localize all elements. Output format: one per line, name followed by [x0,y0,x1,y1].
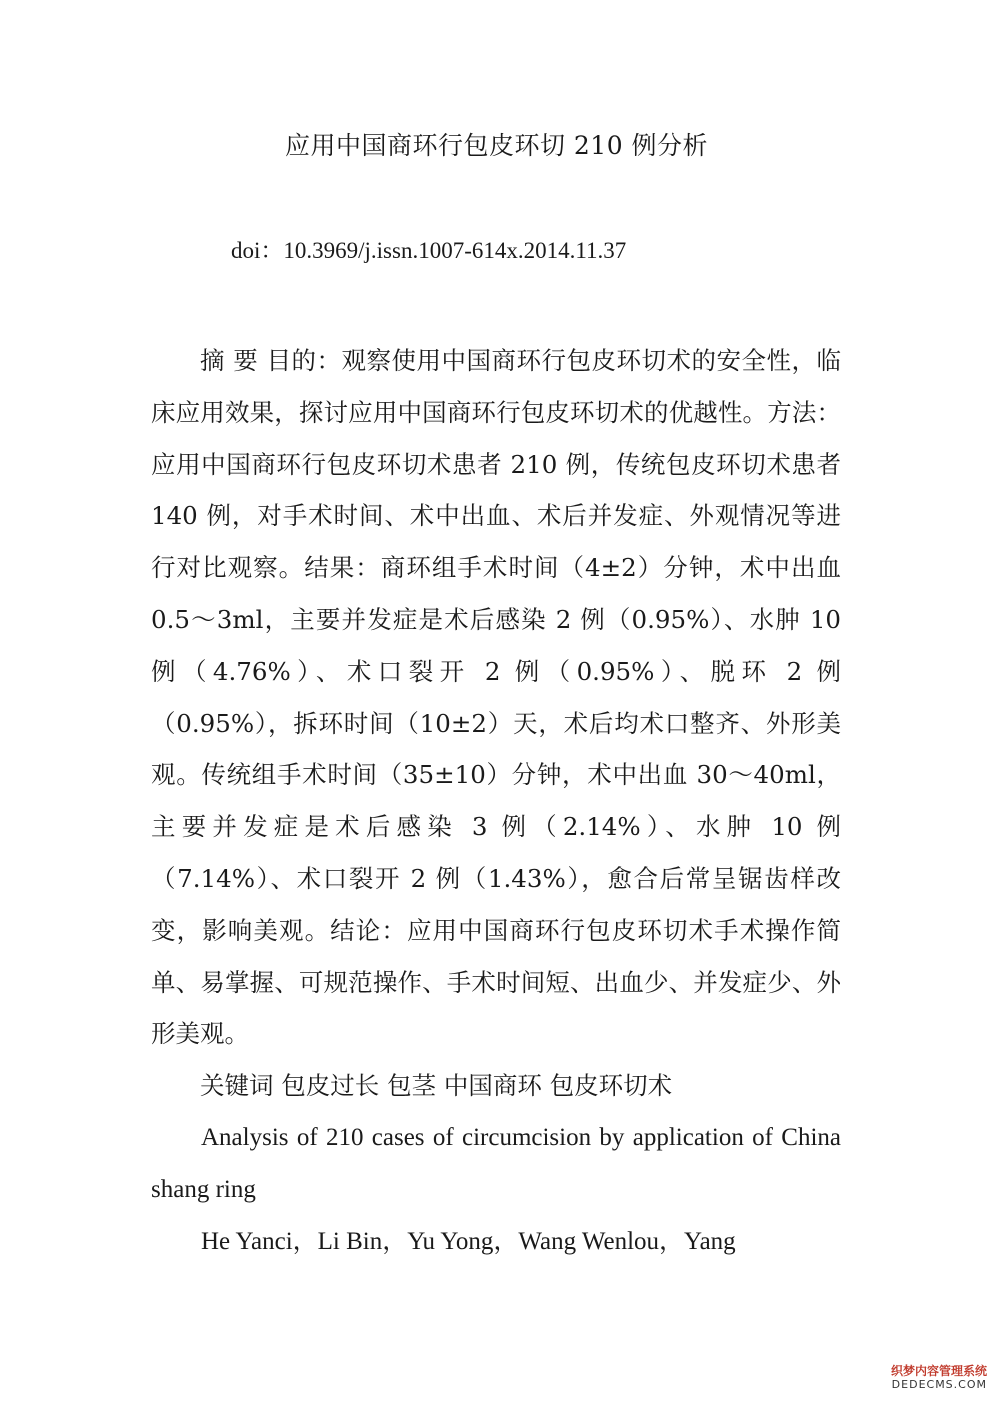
paper-body [151,335,841,1267]
author-list: He Yanci，Li Bin，Yu Yong，Wang Wenlou，Yang [201,1227,736,1255]
paper-title: 应用中国商环行包皮环切 210 例分析 [284,131,709,160]
watermark-domain: DEDECMS.COM [891,1378,987,1391]
keywords-line: 关键词 包皮过长 包茎 中国商环 包皮环切术 [200,1071,673,1101]
english-title: Analysis of 210 cases of circumcision by application of China shang ring [151,1123,841,1203]
doi-line: doi：10.3969/j.issn.1007-614x.2014.11.37 [231,238,627,263]
watermark-text: 织梦内容管理系统 [890,1364,987,1378]
abstract-paragraph: 摘 要 目的：观察使用中国商环行包皮环切术的安全性，临床应用效果，探讨应用中国商环行包皮环切术的优越性。方法：应用中国商环行包皮环切术患者 210 例，传统包皮环切术患者 140 例，对手术时间、术中出血、术后并发症、外观情况等进行对比观察。结果：商环组手术时间（4±2）分钟，术中出血 0.5～3ml，主要并发症是术后感染 2 例（0.95%）、水肿 10 例（4.76%）、术口裂开 2 例（0.95%）、脱环 2 例（0.95%），拆环时间（10±2）天，术后均术口整齐、外形美观。传统组手术时间（35±10）分钟，术中出血 30～40ml，主要并发症是术后感染 3 例（2.14%）、水肿 10 例（7.14%）、术口裂开 2 例（1.43%），愈合后常呈锯齿样改变，影响美观。结论：应用中国商环行包皮环切术手术操作简单、易掌握、可规范操作、手术时间短、出血少、并发症少、外形美观。 [151,346,841,1049]
site-watermark [879,1364,987,1396]
